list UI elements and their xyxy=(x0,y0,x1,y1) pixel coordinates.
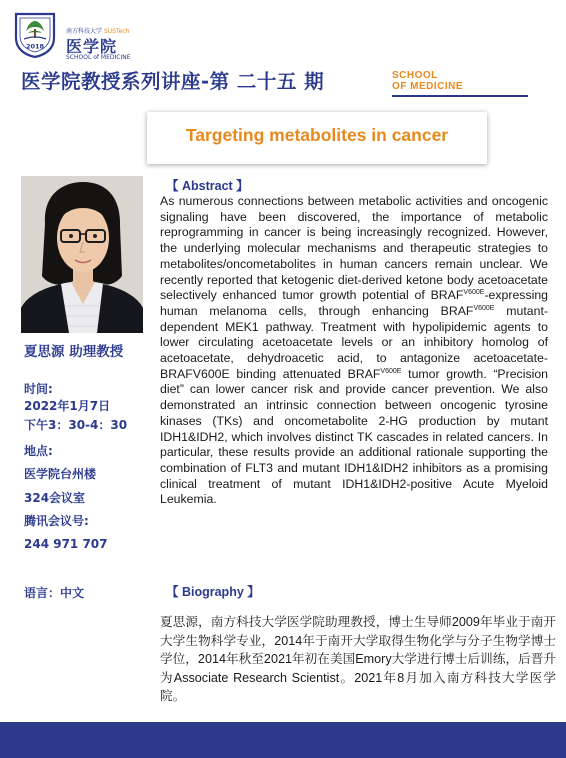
biography-body: 夏思源，南方科技大学医学院助理教授，博士生导师2009年毕业于南开大学生物科学专业，2014年于南开大学取得生物化学与分子生物学博士学位，2014年秋至2021年初在美国Emory大学进行博士后训练，后晋升为Associate Research Scientist。2021年8月加入南方科技大学医学院。 xyxy=(160,615,556,703)
location-building: 医学院台州楼 xyxy=(24,467,97,481)
lecture-language: 语言：中文 xyxy=(24,586,85,600)
footer-bar xyxy=(0,722,566,758)
speaker-name-title: 夏思源 助理教授 xyxy=(24,344,124,360)
mutation-superscript-1: V600E xyxy=(463,289,485,297)
school-label-line1: SCHOOL xyxy=(392,70,438,81)
abstract-body xyxy=(160,194,548,508)
lecture-topic: Targeting metabolites in cancer xyxy=(185,125,449,145)
logo-university-cn: 南方科技大学 xyxy=(66,28,103,35)
lecture-series-title: 医学院教授系列讲座-第 二十五 期 xyxy=(21,70,325,93)
school-label-line2: OF MEDICINE xyxy=(392,81,464,92)
lecture-date: 2022年1月7日 xyxy=(24,399,111,413)
university-shield-icon xyxy=(13,12,57,58)
speaker-photo xyxy=(21,176,143,333)
mutation-superscript-2: V600E xyxy=(473,304,495,312)
founded-year: 2018 xyxy=(25,42,45,51)
mutation-superscript-3: V600E xyxy=(380,367,402,375)
sustech-medicine-logo xyxy=(13,12,133,60)
biography-heading: 【 Biography 】 xyxy=(166,585,260,599)
logo-university-en: SUSTech xyxy=(103,28,130,35)
time-label: 时间: xyxy=(24,382,53,396)
abstract-text-part-3: mutant-dependent MEK1 pathway. Treatment with hypolipidemic agents to lower circulating acetoacetate levels or an inhibitory homolog of acetoacetate, dehydroacetic acid, to antagonize acetoacetate-BRAFV600E binding attenuated BRAF xyxy=(160,303,548,381)
lecture-time: 下午3：30-4：30 xyxy=(24,418,128,432)
meeting-id: 244 971 707 xyxy=(24,537,108,551)
abstract-text-part-1: As numerous connections between metabolic activities and oncogenic signaling have been discovered, the importance of metabolic reprogramming in cancer is being increasingly recognized. However, the underlying molecular mechanisms and therapeutic strategies to metabolites/oncometabolites in human cancers remain unclear. We recently reported that ketogenic diet-derived ketone body acetoacetate selectively enhanced tumor growth potential of BRAF xyxy=(160,194,548,303)
location-room: 324会议室 xyxy=(24,491,86,505)
meeting-label: 腾讯会议号: xyxy=(24,514,89,528)
header-divider xyxy=(392,95,528,97)
location-label: 地点: xyxy=(24,444,53,458)
abstract-text-part-2: -expressing human melanoma cells, through enhancing BRAF xyxy=(160,288,548,318)
topic-box xyxy=(147,112,487,164)
logo-school-en: SCHOOL of MEDICINE xyxy=(66,54,131,61)
school-label xyxy=(392,70,528,92)
abstract-text-part-4: tumor growth. “Precision diet” can lower cancer risk and provide cancer prevention. We also demonstrated an intrinsic connection between oncogenic tyrosine kinases (TKs) and oncometabolite 2-HG production by mutant IDH1&IDH2, which involves distinct TK cascades in related cancers. In particular, these results provide an additional rationale supporting the combination of FLT3 and mutant IDH1&IDH2 inhibitors as a promising clinical treatment of mutant IDH1&IDH2-positive Acute Myeloid Leukemia. xyxy=(160,366,548,507)
logo-school-cn: 医学院 xyxy=(66,37,118,56)
abstract-heading: 【 Abstract 】 xyxy=(166,179,249,193)
